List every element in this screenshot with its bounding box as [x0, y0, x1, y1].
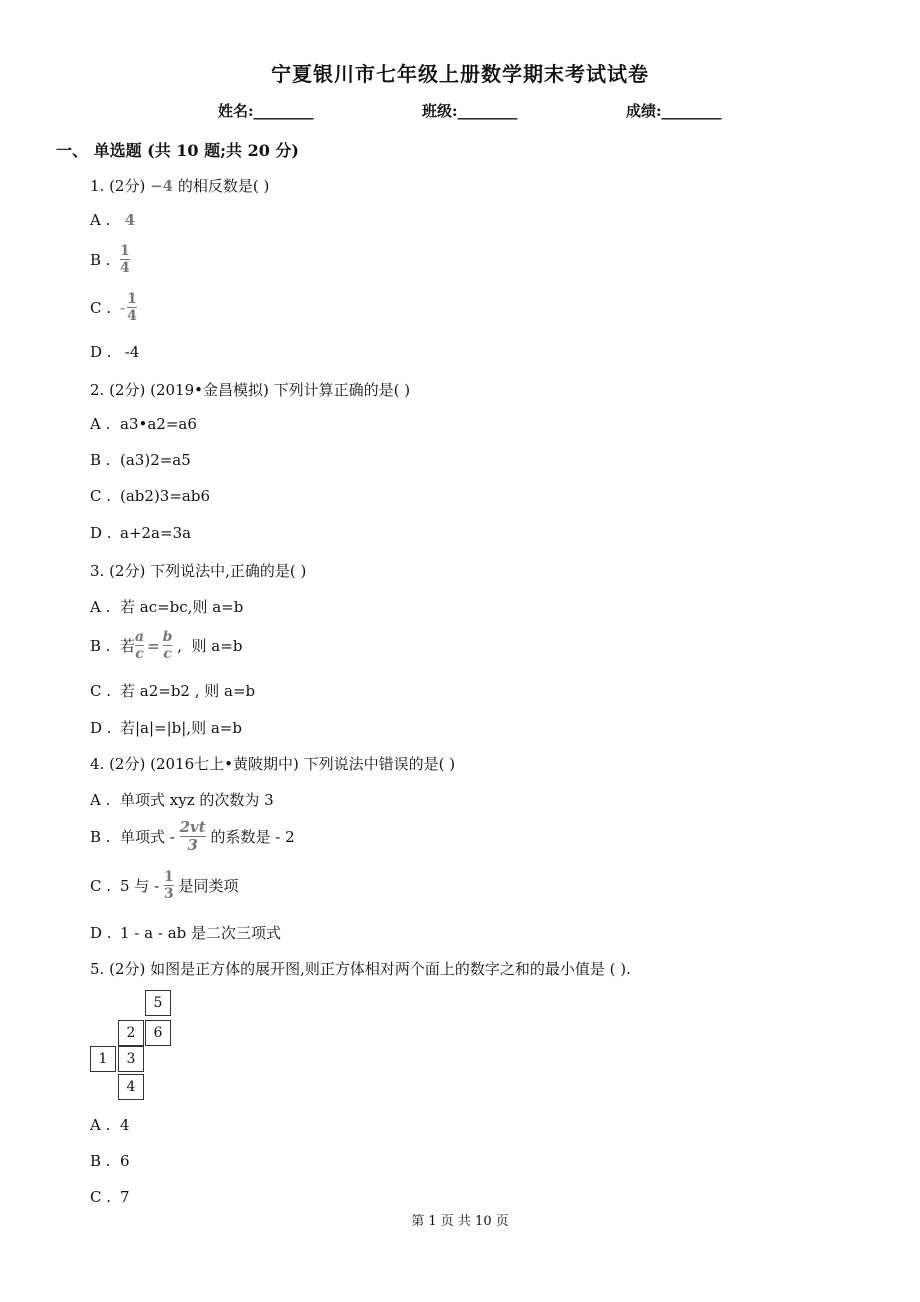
question-5-option-c: C . 7 — [90, 1188, 130, 1206]
question-1-option-d: D . -4 — [90, 343, 140, 361]
net-cell: 5 — [145, 990, 171, 1016]
question-3-option-d: D . 若|a|=|b|,则 a=b — [90, 719, 242, 737]
fraction: $\frac{a}{c}$ — [135, 629, 145, 662]
net-cell: 3 — [118, 1046, 144, 1072]
question-4-option-a: A . 单项式 xyz 的次数为 3 — [90, 791, 274, 809]
question-5-option-a: A . 4 — [90, 1116, 130, 1134]
question-4-option-c: C . 5 与 - $\frac{1}{3}$ 是同类项 — [90, 869, 239, 902]
question-5: 5. (2分) 如图是正方体的展开图,则正方体相对两个面上的数字之和的最小值是 ( ). — [90, 960, 631, 978]
question-1-option-b: B . $\frac{1}{4}$ — [90, 243, 130, 276]
score-field: 成绩:________ — [626, 102, 722, 120]
question-1-option-a: A . 4 — [90, 211, 136, 229]
fraction: $\frac{2vt}{3}$ — [179, 818, 206, 854]
question-1-option-c: C . - $\frac{1}{4}$ — [90, 291, 137, 324]
question-4-option-b: B . 单项式 - $\frac{2vt}{3}$ 的系数是 - 2 — [90, 818, 295, 854]
question-1-tail: 的相反数是( ) — [177, 177, 270, 195]
class-field: 班级:________ — [422, 102, 518, 120]
question-2-option-d: D . a+2a=3a — [90, 524, 192, 542]
net-cell: 1 — [90, 1046, 116, 1072]
question-2-option-a: A . a3•a2=a6 — [90, 415, 197, 433]
page-footer: 第 1 页 共 10 页 — [411, 1214, 509, 1229]
page-title: 宁夏银川市七年级上册数学期末考试试卷 — [271, 62, 649, 86]
question-3-option-c: C . 若 a2=b2 , 则 a=b — [90, 682, 256, 700]
question-3: 3. (2分) 下列说法中,正确的是( ) — [90, 562, 307, 580]
net-cell: 2 — [118, 1020, 144, 1046]
question-5-option-b: B . 6 — [90, 1152, 130, 1170]
fraction: $\frac{1}{3}$ — [163, 869, 174, 902]
net-cell: 4 — [118, 1074, 144, 1100]
question-1-number: 1. (2分) — [90, 177, 151, 195]
cube-net-figure — [90, 990, 180, 1102]
net-cell: 6 — [145, 1020, 171, 1046]
name-field: 姓名:________ — [218, 102, 314, 120]
question-2-option-b: B . (a3)2=a5 — [90, 451, 191, 469]
question-3-option-a: A . 若 ac=bc,则 a=b — [90, 598, 244, 616]
question-3-option-b: B . 若 $\frac{a}{c}$ = $\frac{b}{c}$ , 则 a=b — [90, 629, 243, 662]
fraction: $\frac{b}{c}$ — [162, 629, 173, 662]
fraction: $\frac{1}{4}$ — [120, 243, 130, 276]
question-1 — [90, 175, 269, 196]
question-1-expression: −4 — [150, 177, 174, 195]
question-2-option-c: C . (ab2)3=ab6 — [90, 487, 210, 505]
fraction: $\frac{1}{4}$ — [127, 291, 137, 324]
question-4: 4. (2分) (2016七上•黄陂期中) 下列说法中错误的是( ) — [90, 755, 456, 773]
question-2: 2. (2分) (2019•金昌模拟) 下列计算正确的是( ) — [90, 381, 411, 399]
section-heading: 一、 单选题 (共 10 题;共 20 分) — [56, 141, 300, 160]
question-4-option-d: D . 1 - a - ab 是二次三项式 — [90, 924, 282, 942]
